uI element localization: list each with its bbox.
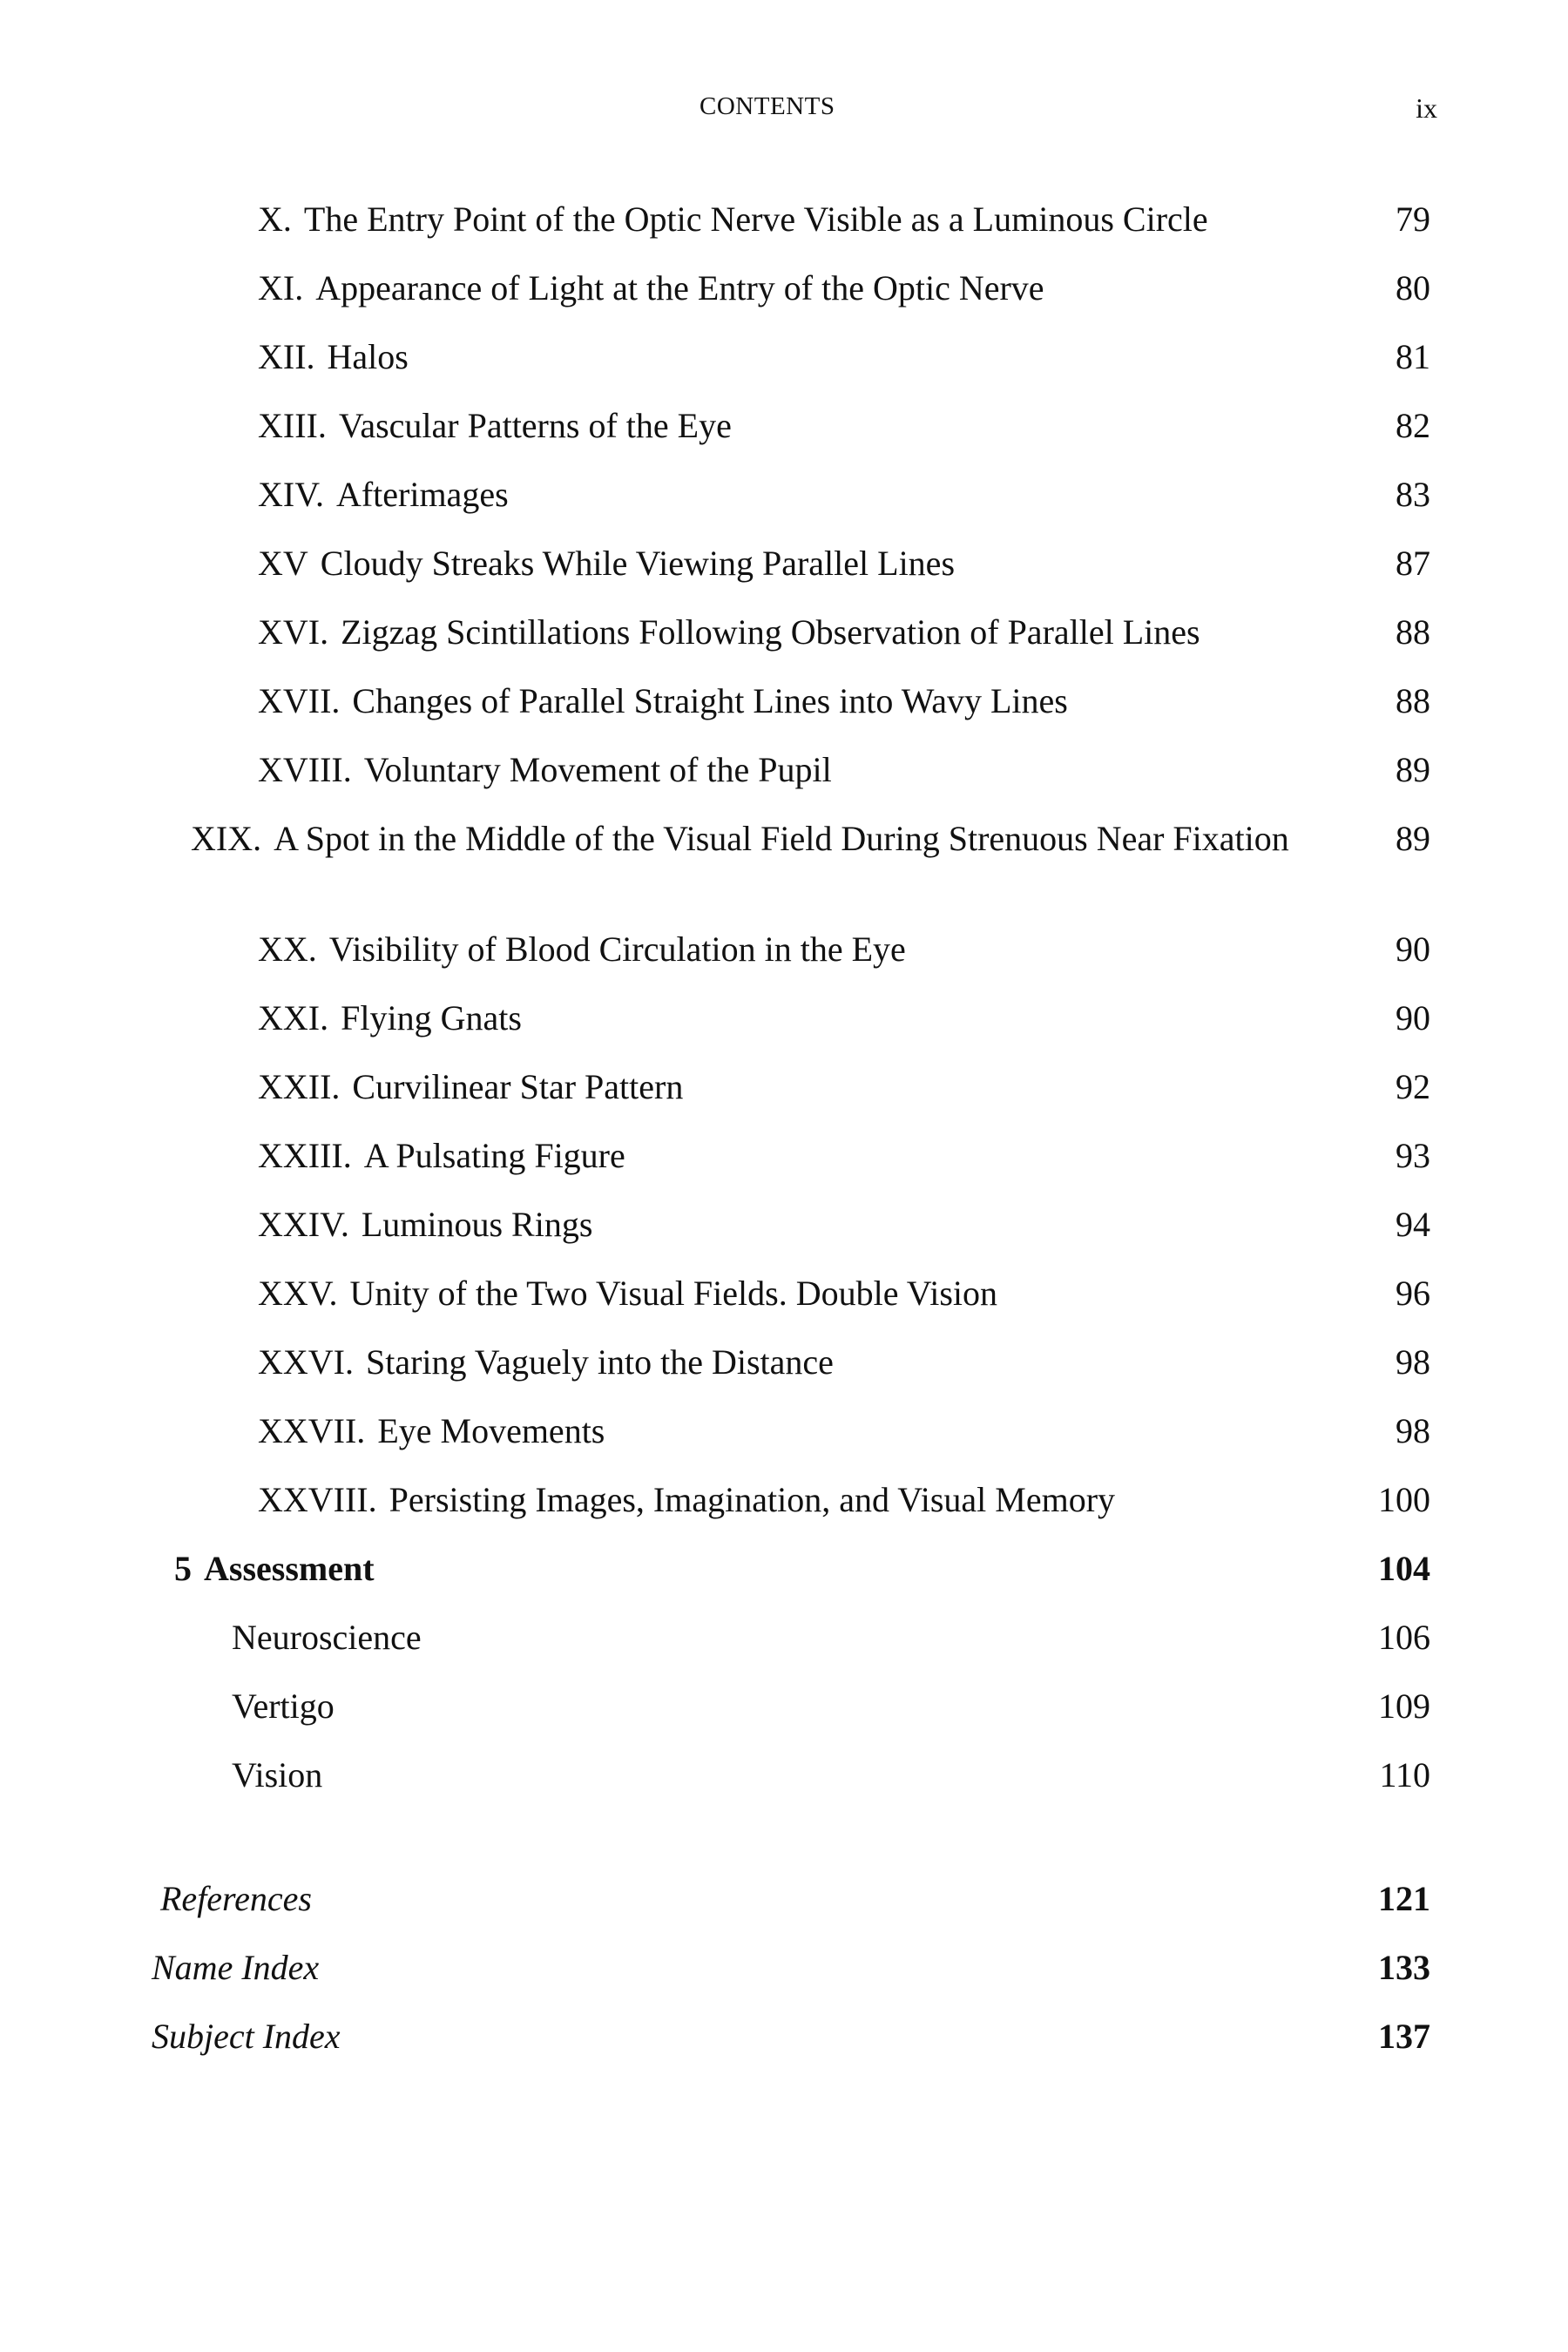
subsection-page: 106 [1378,1618,1430,1657]
toc-entry-title: XXV. Unity of the Two Visual Fields. Double Vision [258,1274,998,1313]
toc-entry-page: 94 [1396,1205,1430,1244]
toc-entry-page: 93 [1396,1136,1430,1175]
toc-entry-title: XX. Visibility of Blood Circulation in the Eye [258,929,906,969]
chapter-page: 104 [1378,1549,1430,1588]
toc-entry-title: XIX. A Spot in the Middle of the Visual Field During Strenuous Near Fixation [191,819,1289,858]
toc-entry-title: XV Cloudy Streaks While Viewing Parallel Lines [258,544,956,583]
toc-entry-page: 82 [1396,406,1430,445]
toc-entry-page: 89 [1396,819,1430,858]
toc-entry-title: XI. Appearance of Light at the Entry of the Optic Nerve [258,268,1044,308]
back-matter-title: Subject Index [152,2017,341,2056]
back-matter-page: 121 [1378,1879,1430,1918]
toc-entry-title: XXI. Flying Gnats [258,998,522,1037]
toc-entry-title: XIII. Vascular Patterns of the Eye [258,406,732,445]
toc-entry-title: XXIII. A Pulsating Figure [258,1136,625,1175]
subsection-page: 110 [1379,1755,1430,1794]
toc-entry-page: 98 [1396,1411,1430,1450]
toc-entry-page: 87 [1396,544,1430,583]
back-matter-page: 133 [1378,1948,1430,1987]
toc-entry-page: 90 [1396,998,1430,1037]
toc-entry-title: XVI. Zigzag Scintillations Following Observation of Parallel Lines [258,612,1200,652]
toc-entry-page: 92 [1396,1067,1430,1106]
toc-entry-title: XXIV. Luminous Rings [258,1205,593,1244]
toc-entry-title: X. The Entry Point of the Optic Nerve Visible as a Luminous Circle [258,199,1208,239]
page-folio: ix [1416,92,1437,124]
toc-entry-title: XVIII. Voluntary Movement of the Pupil [258,750,832,789]
subsection-title: Neuroscience [232,1618,422,1657]
toc-entry-page: 80 [1396,268,1430,308]
chapter-title: 5 Assessment [174,1549,375,1588]
toc-entry-page: 98 [1396,1342,1430,1382]
back-matter-title: References [160,1879,312,1918]
subsection-title: Vertigo [232,1686,335,1726]
toc-entry-page: 88 [1396,612,1430,652]
toc-entry-page: 96 [1396,1274,1430,1313]
back-matter-title: Name Index [152,1948,320,1987]
toc-entry-page: 100 [1378,1480,1430,1519]
toc-entry-page: 89 [1396,750,1430,789]
toc-entry-title: XVII. Changes of Parallel Straight Lines into Wavy Lines [258,681,1068,720]
toc-entry-title: XXVII. Eye Movements [258,1411,605,1450]
subsection-title: Vision [232,1755,323,1794]
back-matter-page: 137 [1378,2017,1430,2056]
subsection-page: 109 [1378,1686,1430,1726]
running-head: CONTENTS [700,92,835,120]
toc-entry-page: 83 [1396,475,1430,514]
toc-entry-page: 88 [1396,681,1430,720]
toc-entry-title: XXVIII. Persisting Images, Imagination, and Visual Memory [258,1480,1116,1519]
toc-entry-page: 90 [1396,929,1430,969]
toc-entry-page: 81 [1396,337,1430,376]
toc-entry-title: XIV. Afterimages [258,475,509,514]
toc-entry-title: XII. Halos [258,337,409,376]
toc-entry-title: XXII. Curvilinear Star Pattern [258,1067,684,1106]
toc-entry-title: XXVI. Staring Vaguely into the Distance [258,1342,834,1382]
toc-entry-page: 79 [1396,199,1430,239]
